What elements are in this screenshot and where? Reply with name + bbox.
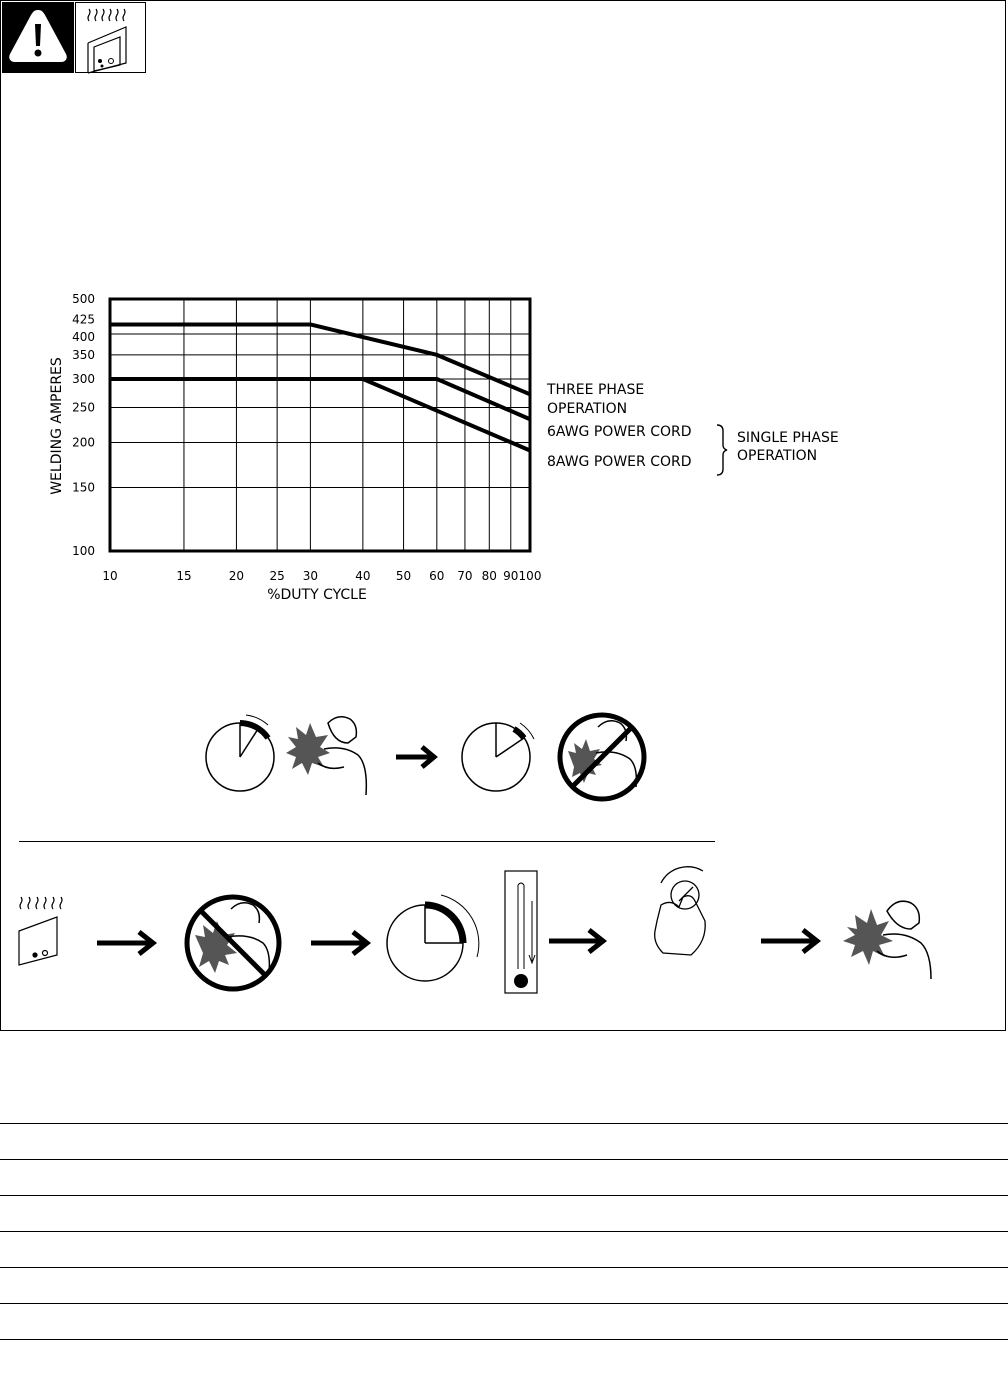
ruled-line bbox=[0, 1339, 1008, 1340]
welder-icon bbox=[286, 717, 366, 795]
arrow-right-icon bbox=[396, 747, 434, 767]
warning-block bbox=[2, 2, 74, 73]
overheat-sequence bbox=[11, 861, 971, 1011]
x-tick-label: 40 bbox=[355, 569, 371, 583]
duty-cycle-illustration bbox=[196, 701, 656, 811]
no-welding-icon bbox=[187, 897, 279, 989]
hot-equipment-icon bbox=[19, 897, 62, 965]
brace bbox=[717, 425, 727, 475]
arrow-right-icon bbox=[761, 930, 817, 952]
y-tick-label: 150 bbox=[72, 480, 95, 495]
series-line bbox=[110, 379, 530, 451]
x-tick-label: 10 bbox=[102, 569, 118, 583]
y-tick-label: 200 bbox=[72, 435, 95, 450]
arrow-right-icon bbox=[97, 932, 153, 954]
cord6-label: 6AWG POWER CORD bbox=[547, 424, 692, 440]
three-phase-label-1: THREE PHASE bbox=[547, 382, 645, 398]
divider bbox=[19, 841, 715, 842]
x-tick-label: 70 bbox=[457, 569, 473, 583]
y-tick-label: 425 bbox=[72, 312, 95, 327]
welder-icon bbox=[843, 901, 931, 979]
y-tick-label: 250 bbox=[72, 400, 95, 415]
y-tick-labels bbox=[72, 292, 95, 558]
y-axis-label: WELDING AMPERES bbox=[49, 357, 65, 495]
hot-equipment-icon bbox=[75, 2, 146, 73]
warning-triangle-icon bbox=[2, 2, 74, 73]
x-tick-label: 50 bbox=[395, 569, 412, 583]
y-tick-label: 500 bbox=[72, 292, 95, 306]
y-tick-label: 350 bbox=[72, 347, 95, 362]
x-tick-label: 30 bbox=[302, 569, 319, 583]
no-welding-icon bbox=[560, 715, 644, 799]
x-tick-label: 25 bbox=[269, 569, 285, 583]
y-tick-label: 400 bbox=[72, 329, 95, 344]
three-phase-label-2: OPERATION bbox=[547, 401, 628, 417]
x-tick-label: 90 bbox=[503, 569, 519, 583]
ruled-line bbox=[0, 1303, 1008, 1304]
ruled-line bbox=[0, 1267, 1008, 1268]
chart-series bbox=[110, 324, 530, 450]
timer-icon bbox=[462, 723, 534, 791]
cord8-label: 8AWG POWER CORD bbox=[547, 454, 692, 470]
y-tick-label: 300 bbox=[72, 371, 95, 386]
ruled-line bbox=[0, 1195, 1008, 1196]
arrow-right-icon bbox=[549, 930, 603, 952]
ruled-line bbox=[0, 1159, 1008, 1160]
x-tick-label: 100 bbox=[518, 569, 542, 583]
timer-icon bbox=[387, 895, 479, 981]
x-tick-label: 60 bbox=[429, 569, 445, 583]
timer-icon bbox=[206, 715, 274, 791]
x-tick-label: 20 bbox=[228, 569, 245, 583]
x-axis-label: %DUTY CYCLE bbox=[267, 587, 367, 603]
ruled-line bbox=[0, 1231, 1008, 1232]
duty-cycle-chart bbox=[41, 286, 921, 616]
arrow-right-icon bbox=[311, 932, 367, 954]
x-tick-labels bbox=[102, 569, 541, 583]
hand-knob-icon bbox=[655, 867, 706, 955]
thermometer-icon bbox=[505, 871, 537, 993]
series-line bbox=[110, 324, 530, 394]
single-phase-label-2: OPERATION bbox=[737, 448, 818, 464]
y-tick-label: 100 bbox=[72, 544, 95, 558]
single-phase-label-1: SINGLE PHASE bbox=[737, 430, 839, 446]
x-tick-label: 80 bbox=[481, 569, 497, 583]
series-line bbox=[110, 379, 530, 419]
ruled-line bbox=[0, 1123, 1008, 1124]
x-tick-label: 15 bbox=[176, 569, 192, 583]
